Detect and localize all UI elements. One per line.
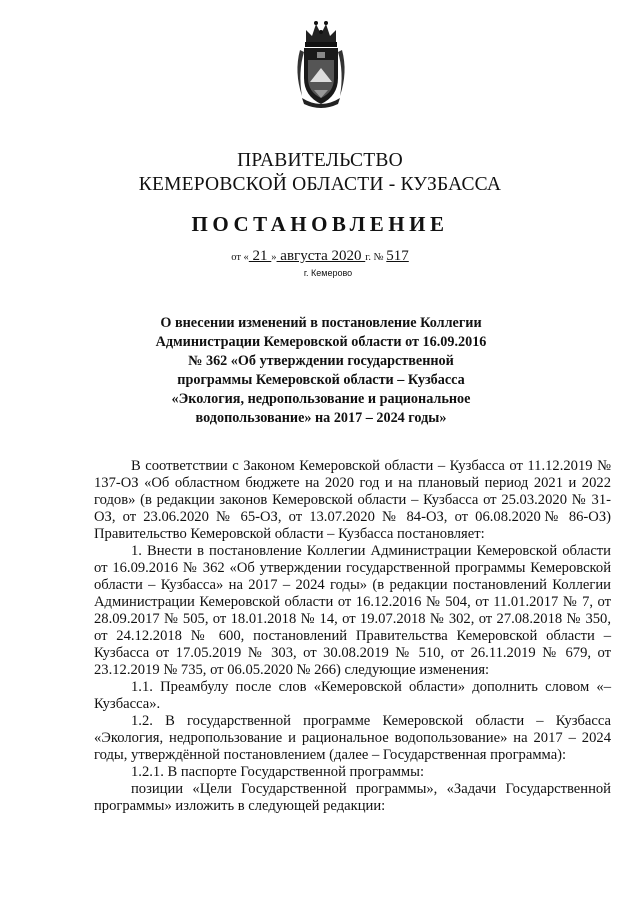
paragraph-preamble: В соответствии с Законом Кемеровской области – Кузбасса от 11.12.2019 № 137-ОЗ «Об областном бюджете на 2020 год и на плановый период 2021 и 2022 годов» (в редакции законов Кемеровской области – Кузбасса от 25.03.2020 № 31-ОЗ, от 23.06.2020 № 65-ОЗ, от 13.07.2020 № 84-ОЗ, от 06.08.2020№ 86-ОЗ) Правительство Кемеровской области – Кузбасса постановляет: xyxy=(94,458,611,542)
number-prefix: № xyxy=(371,252,387,263)
date-prefix: от « xyxy=(231,252,249,263)
paragraph-item-1-1: 1.1. Преамбулу после слов «Кемеровской области» дополнить словом «– Кузбасса». xyxy=(94,679,611,712)
document-number: 517 xyxy=(386,248,409,264)
kemerovo-coat-of-arms-icon xyxy=(292,12,350,112)
paragraph-item-1: 1. Внести в постановление Коллегии Администрации Кемеровской области от 16.09.2016 № 362 «Об утверждении государственной программы Кемеровской области – Кузбасса» на 2017 – 2024 годы» (в редакции постановлений Коллегии Администрации Кемеровской области от 16.12.2016 № 504, от 11.01.2017 № 7, от 28.09.2017 № 505, от 18.01.2018 № 14, от 19.07.2018 № 302, от 27.08.2018 № 350, от 24.12.2018 № 600, постановлений Правительства Кемеровской области – Кузбасса от 17.05.2019 № 303, от 30.08.2019 № 510, от 26.11.2019 № 679, от 23.12.2019 № 735, от 06.05.2020 № 266) следующие изменения: xyxy=(94,543,611,678)
paragraph-item-1-2: 1.2. В государственной программе Кемеровской области – Кузбасса «Экология, недропользование и рациональное водопользование» на 2017 – 2024 годы, утверждённой постановлением (далее – Государственная программа): xyxy=(94,713,611,763)
date-day: 21 xyxy=(248,248,272,264)
government-name-line2: КЕМЕРОВСКОЙ ОБЛАСТИ - КУЗБАССА xyxy=(138,174,502,195)
city-label: г. Кемерово xyxy=(303,268,353,278)
document-title: О внесении изменений в постановление Коллегии Администрации Кемеровской области от 16.09.2016 № 362 «Об утверждении государственной программы Кемеровской области – Кузбасса «Экология, недропользование и рациональное водопользование» на 2017 – 2024 годы» xyxy=(155,315,487,426)
document-body xyxy=(94,458,611,815)
paragraph-positions: позиции «Цели Государственной программы», «Задачи Государственной программы» изложить в следующей редакции: xyxy=(94,781,611,814)
date-year-suffix: г. xyxy=(365,252,371,263)
paragraph-item-1-2-1: 1.2.1. В паспорте Государственной программы: xyxy=(131,764,425,780)
government-name-line1: ПРАВИТЕЛЬСТВО xyxy=(237,150,403,171)
document-type-heading: ПОСТАНОВЛЕНИЕ xyxy=(191,212,449,236)
date-number-line xyxy=(0,248,640,265)
date-quote-close: » xyxy=(271,252,277,263)
date-month-year: августа 2020 xyxy=(276,248,366,264)
